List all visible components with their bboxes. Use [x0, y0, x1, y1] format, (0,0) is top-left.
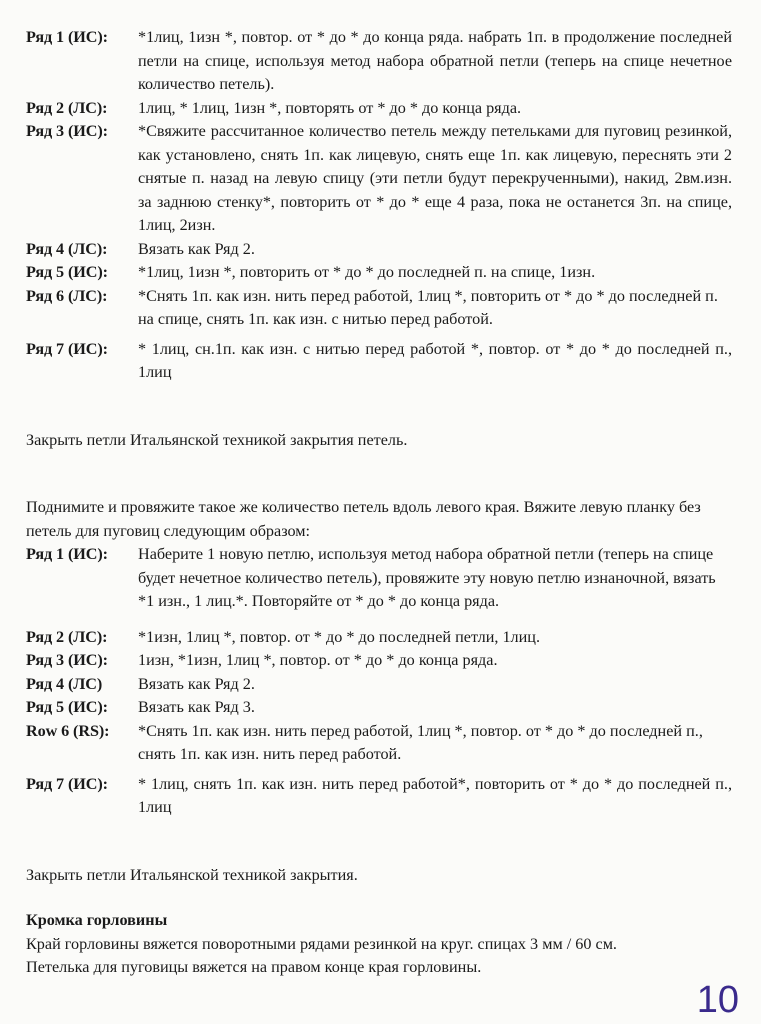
row-text: *Снять 1п. как изн. нить перед работой, 1лиц *, повтор. от * до * до последней п., снять 1п. как изн. нить перед работой.	[138, 721, 703, 763]
right-band-rows	[26, 26, 732, 385]
pattern-row	[26, 720, 732, 767]
neckline-line-2: Петелька для пуговицы вяжется на правом конце края горловины.	[26, 958, 482, 976]
left-band-rows	[26, 543, 732, 820]
row-text: 1изн, *1изн, 1лиц *, повтор. от * до * до конца ряда.	[138, 651, 498, 669]
pattern-row	[26, 120, 732, 238]
row-text: *1лиц, 1изн *, повторить от * до * до последней п. на спице, 1изн.	[138, 263, 596, 281]
pattern-row	[26, 97, 732, 121]
row-text: *1лиц, 1изн *, повтор. от * до * до конца ряда. набрать 1п. в продолжение последней петли на спице, используя метод набора обратной петли (теперь на спице нечетное количество петель).	[138, 28, 732, 93]
spacer	[26, 614, 732, 626]
pattern-row	[26, 649, 732, 673]
row-text: Вязать как Ряд 3.	[138, 698, 255, 716]
row-text: Вязать как Ряд 2.	[138, 239, 255, 258]
bind-off-note-2: Закрыть петли Итальянской техникой закрытия.	[26, 865, 358, 884]
row-label: Ряд 4 (ЛС):	[26, 239, 108, 258]
pattern-row	[26, 696, 732, 720]
pattern-row	[26, 673, 732, 697]
row-text: * 1лиц, снять 1п. как изн. нить перед работой*, повторить от * до * до последней п., 1лиц	[138, 774, 732, 816]
row-label: Ряд 6 (ЛС):	[26, 286, 108, 305]
pattern-row	[26, 238, 732, 262]
page-content	[26, 26, 732, 980]
row-text: *Снять 1п. как изн. нить перед работой, 1лиц *, повторить от * до * до последней п. на спице, снять 1п. как изн. с нитью перед работой.	[138, 286, 718, 328]
row-text: *Свяжите рассчитанное количество петель между петельками для пуговиц резинкой, как установлено, снять 1п. как лицевую, снять еще 1п. как лицевую, переснять эти 2 снятые п. назад на левую спицу (эти петли будут перекрученными), накид, 2вм.изн. за заднюю стенку*, повторить от * до * еще 4 раза, пока не останется 3п. на спице, 1лиц, 2изн.	[138, 122, 732, 234]
page-number: 10	[696, 979, 739, 1021]
row-label: Ряд 5 (ИС):	[26, 263, 108, 281]
pattern-row	[26, 773, 732, 820]
row-text-main: Наберите 1 новую петлю, используя метод набора обратной петли (теперь на спице будет нечетное количество петель), провяжите эту новую петлю изнаночной, вязать	[138, 545, 716, 587]
neckline-line-1: Край горловины вяжется поворотными рядами резинкой на круг. спицах 3 мм / 60 см.	[26, 934, 617, 953]
left-band-intro: Поднимите и провяжите такое же количество петель вдоль левого края. Вяжите левую планку без петель для пуговиц следующим образом:	[26, 498, 701, 540]
pattern-row	[26, 338, 732, 385]
spacer	[26, 820, 732, 864]
row-label: Ряд 5 (ИС):	[26, 698, 108, 716]
row-label: Ряд 7 (ИС):	[26, 339, 108, 358]
row-text: Вязать как Ряд 2.	[138, 674, 255, 693]
row-text-subline: *1 изн., 1 лиц.*. Повторяйте от * до * до конца ряда.	[138, 592, 500, 610]
spacer	[26, 385, 732, 429]
row-text: 1лиц, * 1лиц, 1изн *, повторять от * до * до конца ряда.	[138, 98, 522, 117]
row-text	[138, 543, 732, 614]
pattern-row	[26, 543, 732, 614]
spacer	[26, 452, 732, 496]
row-text: *1изн, 1лиц *, повтор. от * до * до последней петли, 1лиц.	[138, 627, 540, 646]
row-label: Row 6 (RS):	[26, 721, 110, 740]
spacer	[26, 887, 732, 909]
row-label: Ряд 2 (ЛС):	[26, 627, 108, 646]
row-label: Ряд 2 (ЛС):	[26, 98, 108, 117]
pattern-row	[26, 626, 732, 650]
row-label: Ряд 4 (ЛС)	[26, 674, 103, 693]
neckline-heading: Кромка горловины	[26, 911, 168, 929]
row-label: Ряд 1 (ИС):	[26, 545, 108, 563]
row-text: * 1лиц, сн.1п. как изн. с нитью перед работой *, повтор. от * до * до последней п., 1лиц	[138, 339, 732, 381]
row-label: Ряд 7 (ИС):	[26, 774, 108, 793]
pattern-row	[26, 285, 732, 332]
row-label: Ряд 3 (ИС):	[26, 122, 108, 140]
pattern-row	[26, 26, 732, 97]
row-label: Ряд 3 (ИС):	[26, 651, 108, 669]
bind-off-note-1: Закрыть петли Итальянской техникой закрытия петель.	[26, 430, 408, 449]
row-label: Ряд 1 (ИС):	[26, 28, 108, 46]
pattern-row	[26, 261, 732, 285]
